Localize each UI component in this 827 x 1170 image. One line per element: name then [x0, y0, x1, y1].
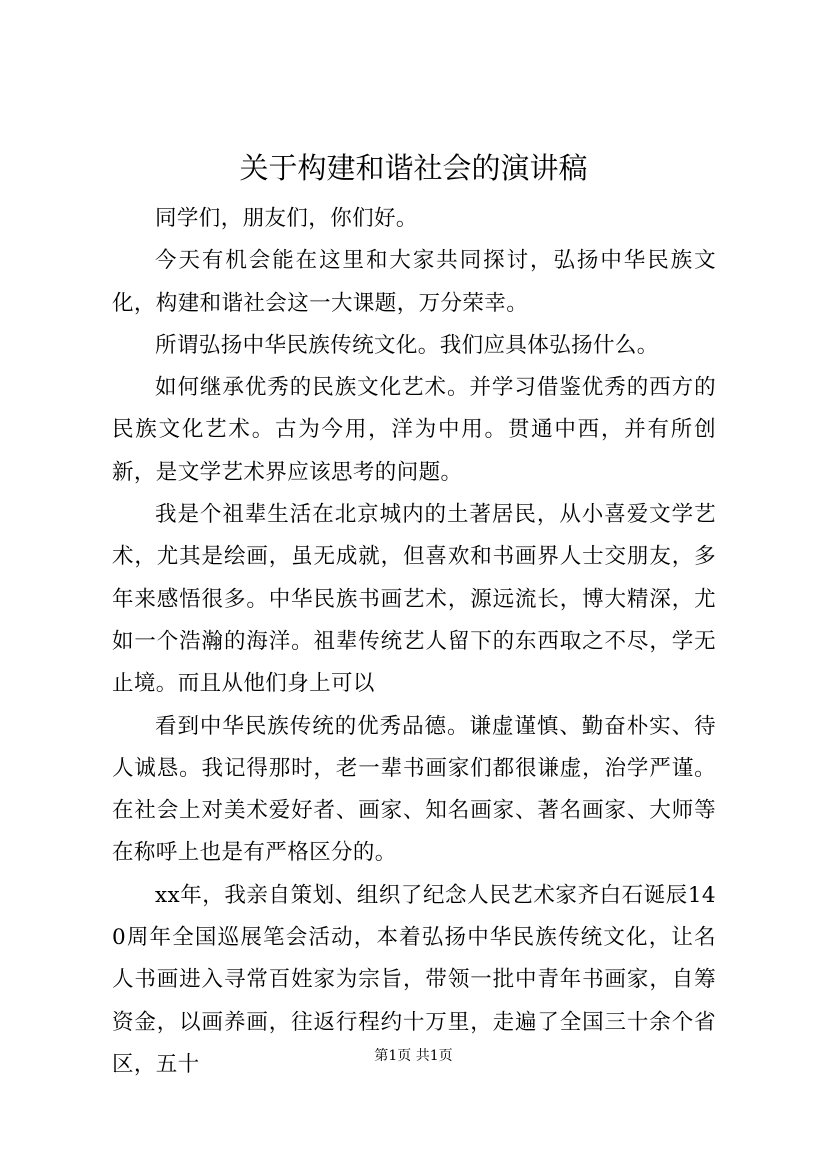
paragraph-question: 所谓弘扬中华民族传统文化。我们应具体弘扬什么。 [155, 332, 659, 358]
document-body [112, 198, 716, 1086]
paragraph-virtues: 看到中华民族传统的优秀品德。谦虚谨慎、勤奋朴实、待人诚恳。我记得那时，老一辈书画家们都很谦虚，治学严谨。在社会上对美术爱好者、画家、知名画家、著名画家、大师等在称呼上也是有严格区分的。 [112, 713, 716, 866]
paragraph-exhibition: xx年，我亲自策划、组织了纪念人民艺术家齐白石诞辰140周年全国巡展笔会活动，本着弘扬中华民族传统文化，让名人书画进入寻常百姓家为宗旨，带领一批中青年书画家，自筹资金，以画养画，往返行程约十万里，走遍了全国三十余个省区，五十 [112, 882, 716, 1077]
paragraph-inheritance: 如何继承优秀的民族文化艺术。并学习借鉴优秀的西方的民族文化艺术。古为今用，洋为中用。贯通中西，并有所创新，是文学艺术界应该思考的问题。 [112, 375, 716, 485]
document-title: 关于构建和谐社会的演讲稿 [239, 151, 588, 185]
page-number-footer: 第1页 共1页 [374, 1048, 453, 1064]
paragraph-greeting: 同学们，朋友们，你们好。 [155, 206, 418, 231]
paragraph-opening: 今天有机会能在这里和大家共同探讨，弘扬中华民族文化，构建和谐社会这一大课题，万分荣幸。 [112, 248, 716, 316]
paragraph-personal-story: 我是个祖辈生活在北京城内的土著居民，从小喜爱文学艺术，尤其是绘画，虽无成就，但喜欢和书画界人士交朋友，多年来感悟很多。中华民族书画艺术，源远流长，博大精深，尤如一个浩瀚的海洋。祖辈传统艺人留下的东西取之不尽，学无止境。而且从他们身上可以 [112, 502, 716, 697]
